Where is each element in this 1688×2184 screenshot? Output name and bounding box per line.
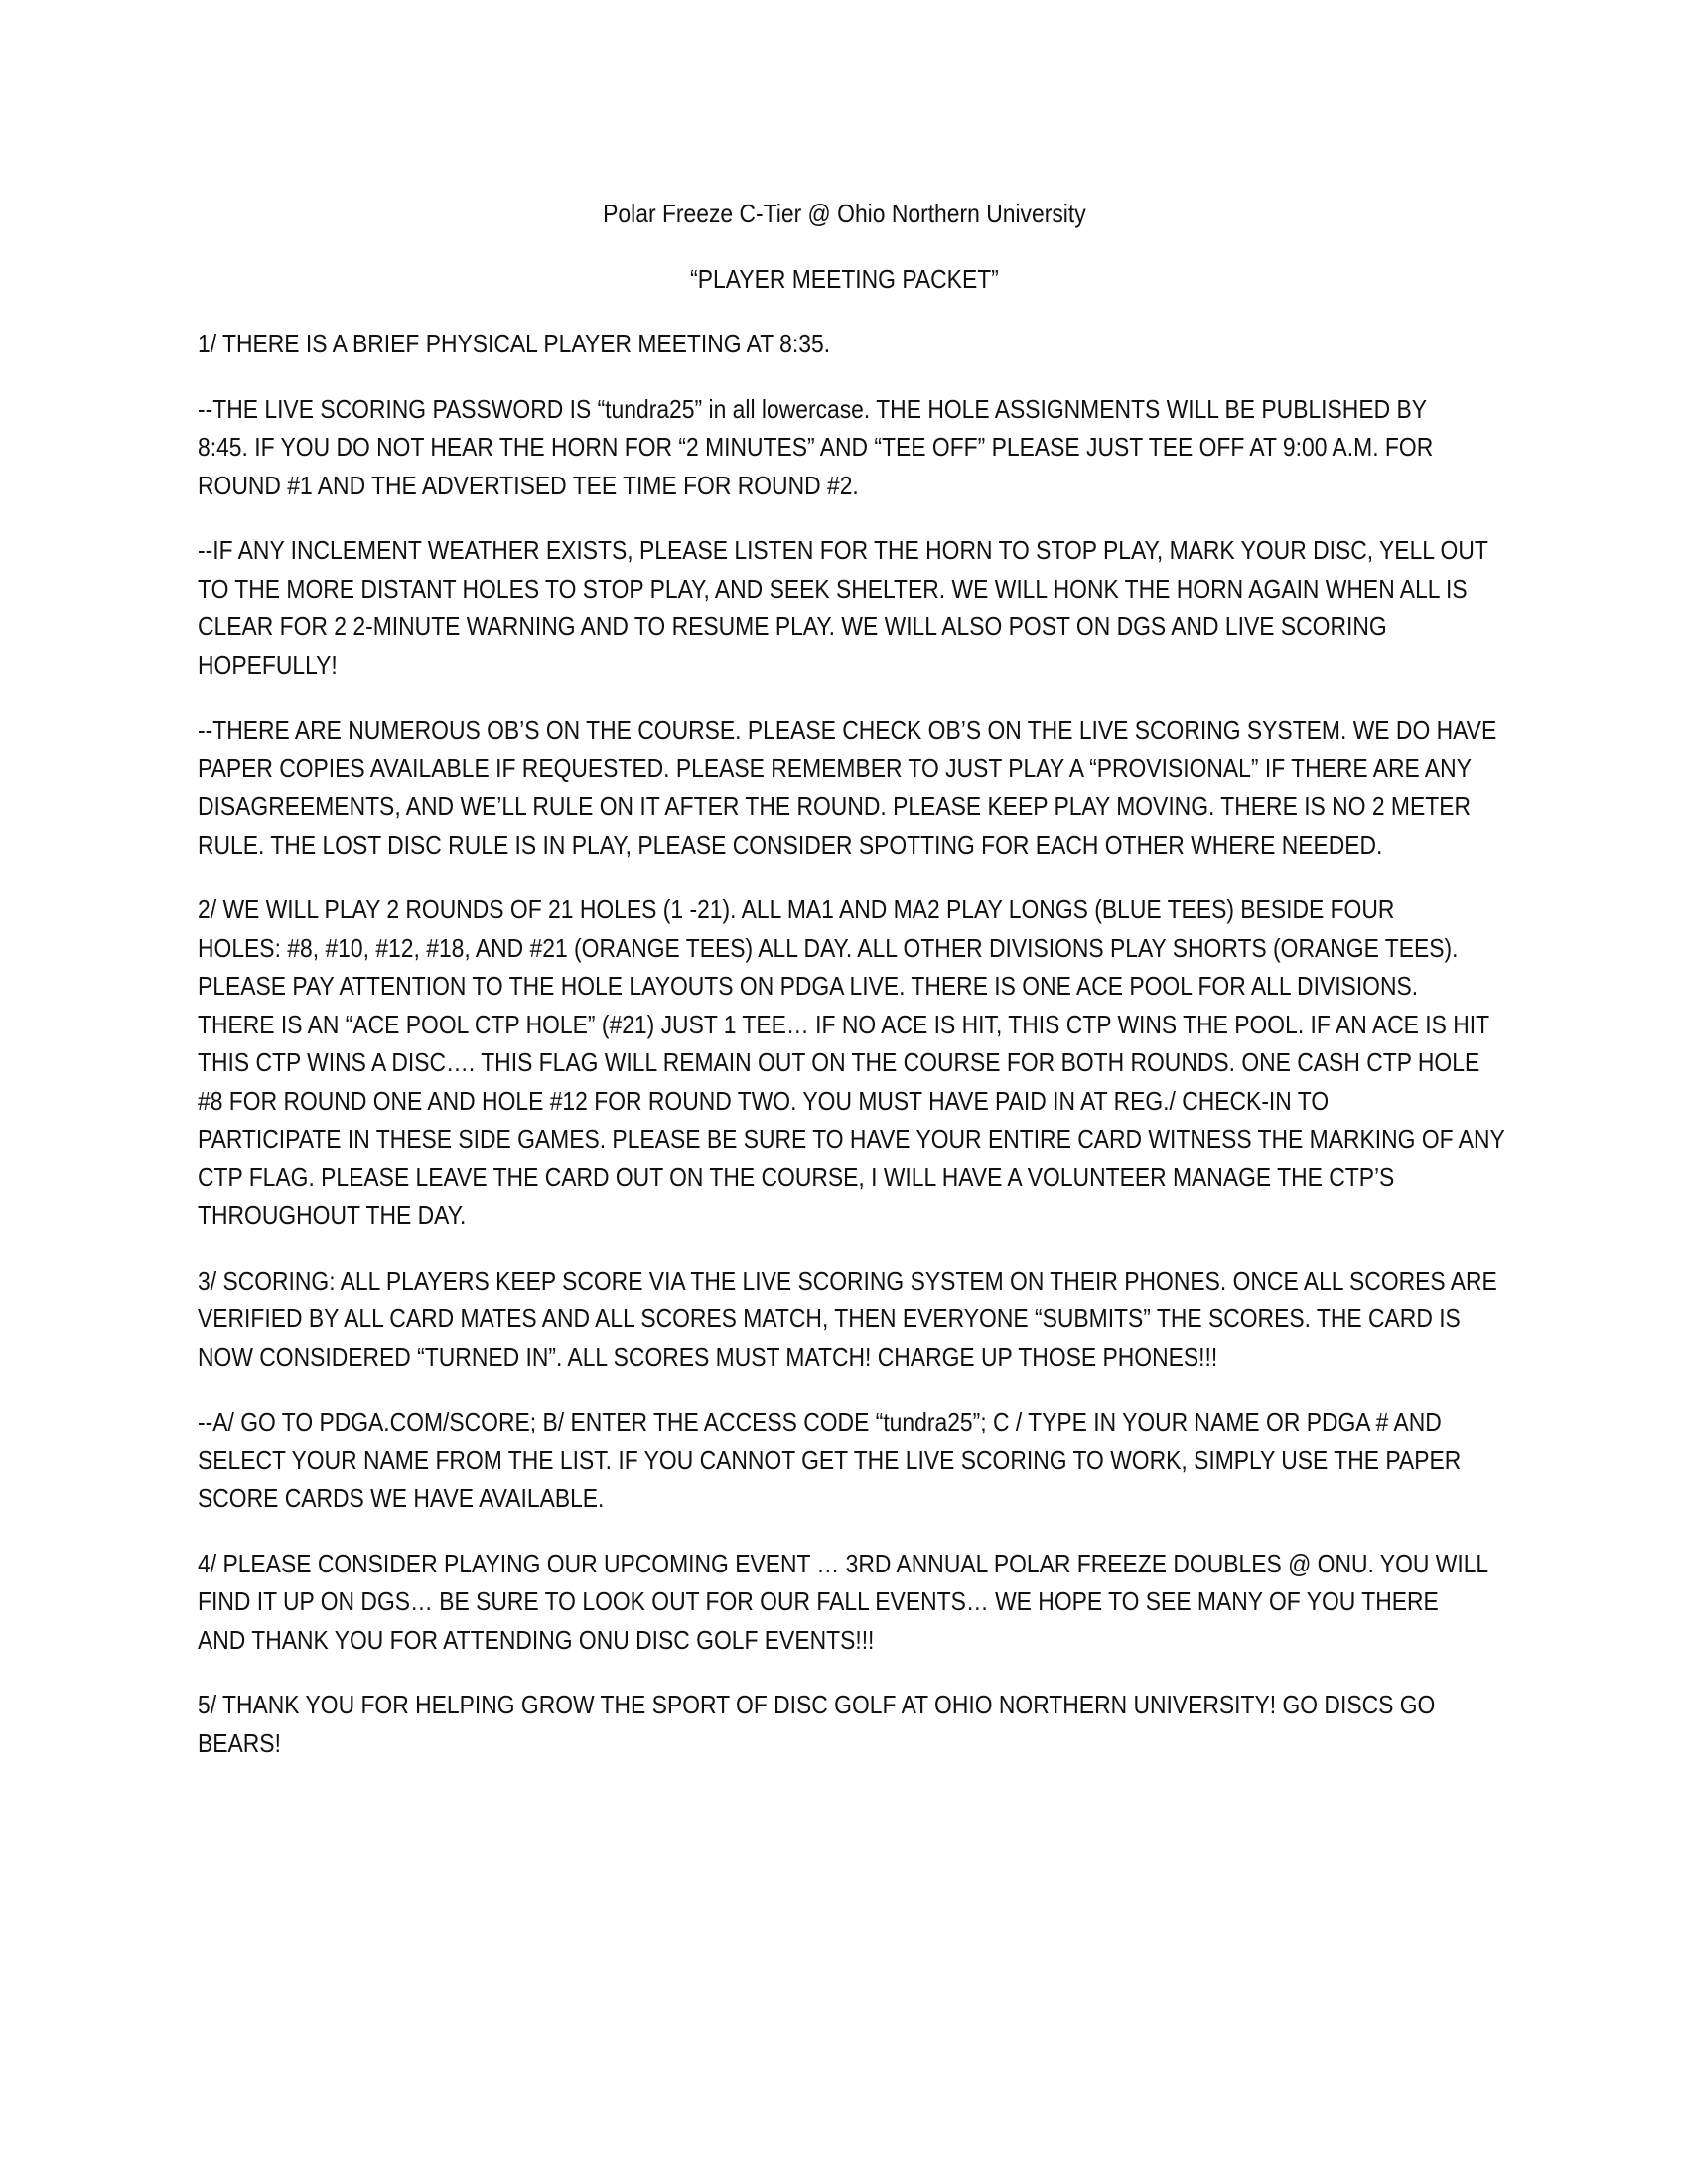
paragraph-line: --IF ANY INCLEMENT WEATHER EXISTS, PLEASE LISTEN FOR THE HORN TO STOP PLAY, MARK YOUR DISC, YELL OUT (198, 535, 1488, 565)
paragraph-line: DISAGREEMENTS, AND WE’LL RULE ON IT AFTER THE ROUND. PLEASE KEEP PLAY MOVING. THERE IS NO 2 METER (198, 791, 1472, 821)
paragraph-line: --A/ GO TO PDGA.COM/SCORE; B/ ENTER THE ACCESS CODE “tundra25”; C / TYPE IN YOUR NAME OR PDGA # AND (198, 1407, 1442, 1436)
document-title: Polar Freeze C-Tier @ Ohio Northern University (602, 199, 1086, 228)
paragraph-line: PAPER COPIES AVAILABLE IF REQUESTED. PLEASE REMEMBER TO JUST PLAY A “PROVISIONAL” IF THERE ARE ANY (198, 752, 1472, 783)
paragraph (198, 1686, 1490, 1762)
paragraph-line: RULE. THE LOST DISC RULE IS IN PLAY, PLEASE CONSIDER SPOTTING FOR EACH OTHER WHERE NEEDED. (198, 829, 1383, 860)
document-page (198, 195, 1505, 1789)
paragraph-line: PLEASE PAY ATTENTION TO THE HOLE LAYOUTS ON PDGA LIVE. THERE IS ONE ACE POOL FOR ALL DIVISIONS. (198, 971, 1419, 1001)
paragraph-line: 1/ THERE IS A BRIEF PHYSICAL PLAYER MEETING AT 8:35. (198, 329, 831, 358)
paragraph-line: 2/ WE WILL PLAY 2 ROUNDS OF 21 HOLES (1 -21). ALL MA1 AND MA2 PLAY LONGS (BLUE TEES) BESIDE FOUR (198, 894, 1395, 924)
paragraph-line: AND THANK YOU FOR ATTENDING ONU DISC GOLF EVENTS!!! (198, 1624, 875, 1655)
paragraph (198, 890, 1505, 1235)
paragraph-line: --THERE ARE NUMEROUS OB’S ON THE COURSE. PLEASE CHECK OB’S ON THE LIVE SCORING SYSTEM. WE DO HAVE (198, 715, 1497, 745)
paragraph-line: ROUND #1 AND THE ADVERTISED TEE TIME FOR ROUND #2. (198, 470, 859, 500)
paragraph-line: 8:45. IF YOU DO NOT HEAR THE HORN FOR “2 MINUTES” AND “TEE OFF” PLEASE JUST TEE OFF AT 9:00 A.M. FOR (198, 432, 1434, 462)
paragraph (198, 390, 1490, 505)
paragraph-line: CTP FLAG. PLEASE LEAVE THE CARD OUT ON THE COURSE, I WILL HAVE A VOLUNTEER MANAGE THE CTP’S (198, 1161, 1395, 1192)
document-subtitle-block (198, 260, 1490, 299)
paragraph-line: 5/ THANK YOU FOR HELPING GROW THE SPORT OF DISC GOLF AT OHIO NORTHERN UNIVERSITY! GO DISCS GO (198, 1690, 1436, 1719)
paragraph-line: VERIFIED BY ALL CARD MATES AND ALL SCORES MATCH, THEN EVERYONE “SUBMITS” THE SCORES. THE CARD IS (198, 1303, 1461, 1333)
paragraph-line: FIND IT UP ON DGS… BE SURE TO LOOK OUT FOR OUR FALL EVENTS… WE HOPE TO SEE MANY OF YOU THERE (198, 1586, 1439, 1616)
paragraph-line: HOLES: #8, #10, #12, #18, AND #21 (ORANGE TEES) ALL DAY. ALL OTHER DIVISIONS PLAY SHORTS (ORANGE TEES). (198, 932, 1459, 963)
paragraph-line: SCORE CARDS WE HAVE AVAILABLE. (198, 1483, 605, 1513)
paragraph-line: THIS CTP WINS A DISC…. THIS FLAG WILL REMAIN OUT ON THE COURSE FOR BOTH ROUNDS. ONE CASH CTP HOLE (198, 1047, 1480, 1077)
document-subtitle: “PLAYER MEETING PACKET” (689, 263, 999, 294)
document-body (198, 325, 1505, 1762)
paragraph (198, 711, 1497, 864)
paragraph-line: THERE IS AN “ACE POOL CTP HOLE” (#21) JUST 1 TEE… IF NO ACE IS HIT, THIS CTP WINS THE POOL. IF AN ACE IS HIT (198, 1009, 1490, 1039)
paragraph-line: TO THE MORE DISTANT HOLES TO STOP PLAY, AND SEEK SHELTER. WE WILL HONK THE HORN AGAIN WHEN ALL IS (198, 573, 1468, 604)
paragraph-line: NOW CONSIDERED “TURNED IN”. ALL SCORES MUST MATCH! CHARGE UP THOSE PHONES!!! (198, 1341, 1218, 1372)
document-title-block (198, 195, 1490, 233)
paragraph-line: CLEAR FOR 2 2-MINUTE WARNING AND TO RESUME PLAY. WE WILL ALSO POST ON DGS AND LIVE SCORING (198, 612, 1387, 641)
paragraph-line: THROUGHOUT THE DAY. (198, 1200, 467, 1230)
paragraph-line: SELECT YOUR NAME FROM THE LIST. IF YOU CANNOT GET THE LIVE SCORING TO WORK, SIMPLY USE THE PAPER (198, 1444, 1462, 1475)
paragraph (198, 325, 1490, 363)
paragraph (198, 1403, 1490, 1518)
paragraph (198, 531, 1490, 684)
paragraph (198, 1262, 1497, 1377)
paragraph-line: BEARS! (198, 1727, 281, 1758)
paragraph-line: 3/ SCORING: ALL PLAYERS KEEP SCORE VIA THE LIVE SCORING SYSTEM ON THEIR PHONES. ONCE ALL SCORES ARE (198, 1265, 1497, 1296)
paragraph-line: HOPEFULLY! (198, 649, 338, 680)
paragraph-line: #8 FOR ROUND ONE AND HOLE #12 FOR ROUND TWO. YOU MUST HAVE PAID IN AT REG./ CHECK-IN TO (198, 1085, 1330, 1116)
paragraph (198, 1545, 1490, 1660)
paragraph-line: PARTICIPATE IN THESE SIDE GAMES. PLEASE BE SURE TO HAVE YOUR ENTIRE CARD WITNESS THE MARKING OF ANY (198, 1124, 1505, 1154)
paragraph-line: 4/ PLEASE CONSIDER PLAYING OUR UPCOMING EVENT … 3RD ANNUAL POLAR FREEZE DOUBLES @ ONU. YOU WILL (198, 1548, 1489, 1578)
paragraph-line: --THE LIVE SCORING PASSWORD IS “tundra25” in all lowercase. THE HOLE ASSIGNMENTS WILL BE PUBLISHED BY (198, 393, 1427, 424)
